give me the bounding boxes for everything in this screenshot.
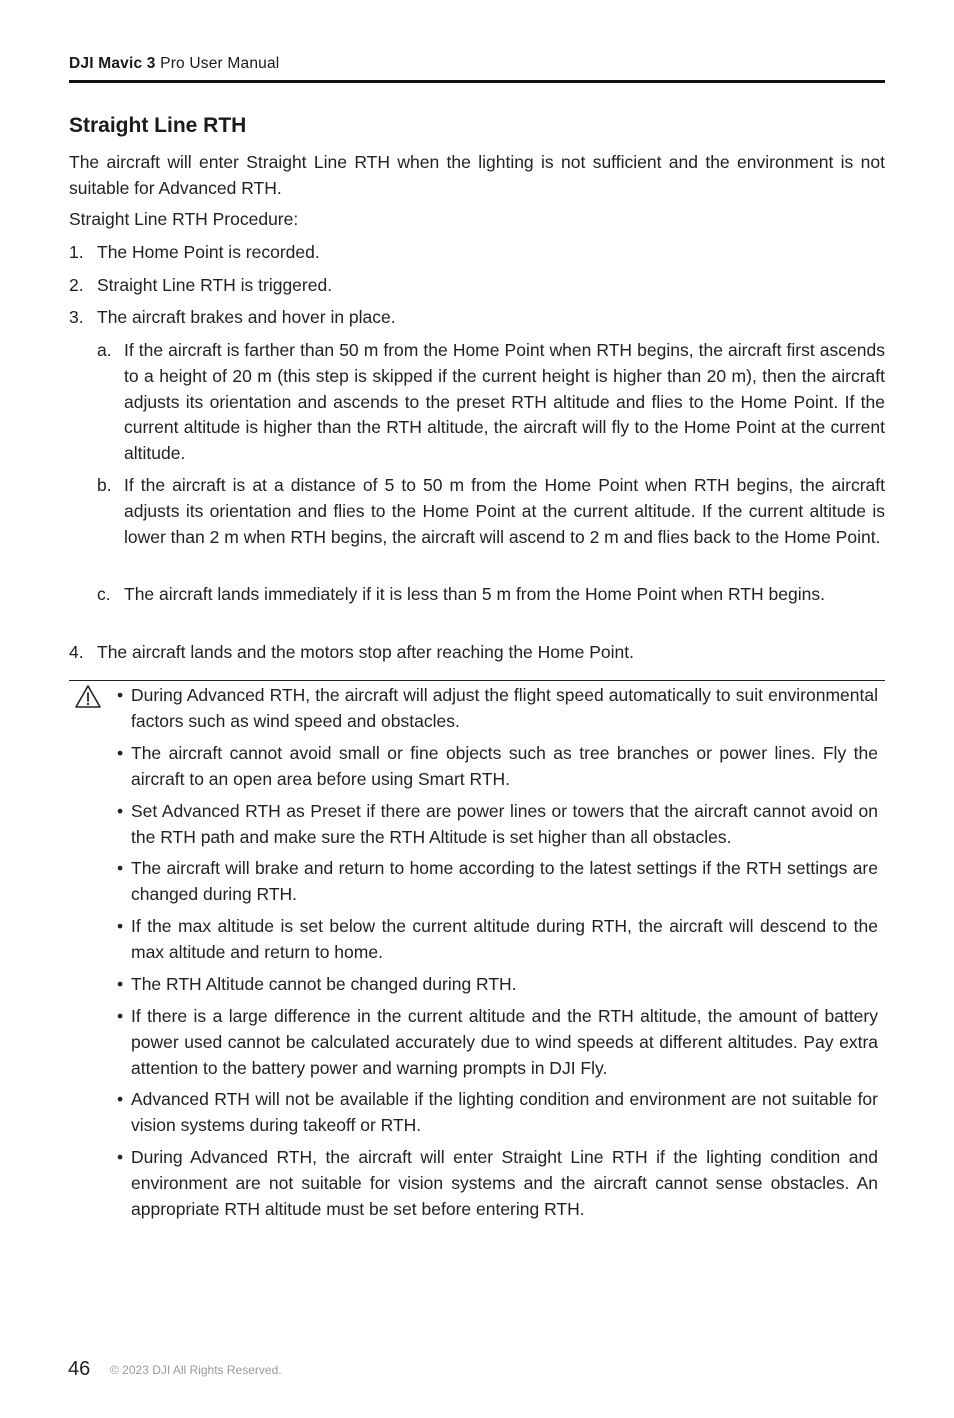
substep-text: The aircraft lands immediately if it is less than 5 m from the Home Point when RTH begins. [124, 584, 825, 604]
note-text: During Advanced RTH, the aircraft will adjust the flight speed automatically to suit environmental factors such as wind speed and obstacles. [131, 685, 878, 731]
step-number: 2. [69, 275, 84, 295]
warning-triangle-icon [74, 684, 102, 710]
note-text: If there is a large difference in the current altitude and the RTH altitude, the amount of battery power used cannot be calculated accurately due to wind speeds at different altitudes. Pay extra attention to the battery power and warning prompts in DJI Fly. [131, 1006, 878, 1078]
substep-letter: a. [97, 340, 112, 360]
bullet-marker: • [117, 916, 124, 936]
step-number: 3. [69, 307, 84, 327]
bullet-marker: • [117, 685, 124, 705]
bullet-marker: • [117, 1006, 124, 1026]
bullet-marker: • [117, 743, 124, 763]
notes-divider [69, 680, 885, 681]
step-text: The aircraft brakes and hover in place. [97, 307, 396, 327]
bullet-marker: • [117, 974, 124, 994]
bullet-marker: • [117, 801, 124, 821]
step-number: 4. [69, 642, 84, 662]
note-text: The aircraft will brake and return to home according to the latest settings if the RTH settings are changed during RTH. [131, 858, 878, 904]
substep-letter: c. [97, 584, 111, 604]
note-text: If the max altitude is set below the current altitude during RTH, the aircraft will descend to the max altitude and return to home. [131, 916, 878, 962]
bullet-marker: • [117, 858, 124, 878]
page-number: 46 [68, 1358, 91, 1380]
note-text: During Advanced RTH, the aircraft will enter Straight Line RTH if the lighting condition and environment are not suitable for vision systems and the aircraft cannot sense obstacles. An appropriate RTH altitude must be set before entering RTH. [131, 1147, 878, 1219]
note-text: Set Advanced RTH as Preset if there are power lines or towers that the aircraft cannot avoid on the RTH path and make sure the RTH Altitude is set higher than all obstacles. [131, 801, 878, 847]
step-number: 1. [69, 242, 84, 262]
substep-text: If the aircraft is at a distance of 5 to 50 m from the Home Point when RTH begins, the aircraft adjusts its orientation and flies to the Home Point at the current altitude. If the current altitude is lower than 2 m when RTH begins, the aircraft will ascend to 2 m and flies back to the Home Point. [124, 475, 885, 547]
bullet-marker: • [117, 1147, 124, 1167]
bullet-marker: • [117, 1089, 124, 1109]
step-text: The Home Point is recorded. [97, 242, 320, 262]
note-text: Advanced RTH will not be available if the lighting condition and environment are not suitable for vision systems during takeoff or RTH. [131, 1089, 878, 1135]
step-text: The aircraft lands and the motors stop after reaching the Home Point. [97, 642, 634, 662]
intro-paragraph: The aircraft will enter Straight Line RTH when the lighting is not sufficient and the environment is not suitable for Advanced RTH. [69, 152, 885, 198]
procedure-label: Straight Line RTH Procedure: [69, 209, 299, 229]
section-title: Straight Line RTH [69, 114, 247, 137]
header-divider [69, 80, 885, 83]
page-header [69, 55, 885, 73]
substep-letter: b. [97, 475, 112, 495]
copyright-notice: © 2023 DJI All Rights Reserved. [110, 1363, 282, 1377]
step-text: Straight Line RTH is triggered. [97, 275, 333, 295]
note-text: The aircraft cannot avoid small or fine objects such as tree branches or power lines. Fly the aircraft to an open area before using Smart RTH. [131, 743, 878, 789]
substep-text: If the aircraft is farther than 50 m from the Home Point when RTH begins, the aircraft first ascends to a height of 20 m (this step is skipped if the current height is higher than 20 m), then the aircraft adjusts its orientation and ascends to the preset RTH altitude and flies to the Home Point. If the current altitude is higher than the RTH altitude, the aircraft will fly to the Home Point at the current altitude. [124, 340, 885, 464]
header-subtitle: Pro User Manual [160, 55, 280, 72]
note-text: The RTH Altitude cannot be changed during RTH. [131, 974, 517, 994]
header-brand: DJI Mavic 3 [69, 55, 156, 72]
